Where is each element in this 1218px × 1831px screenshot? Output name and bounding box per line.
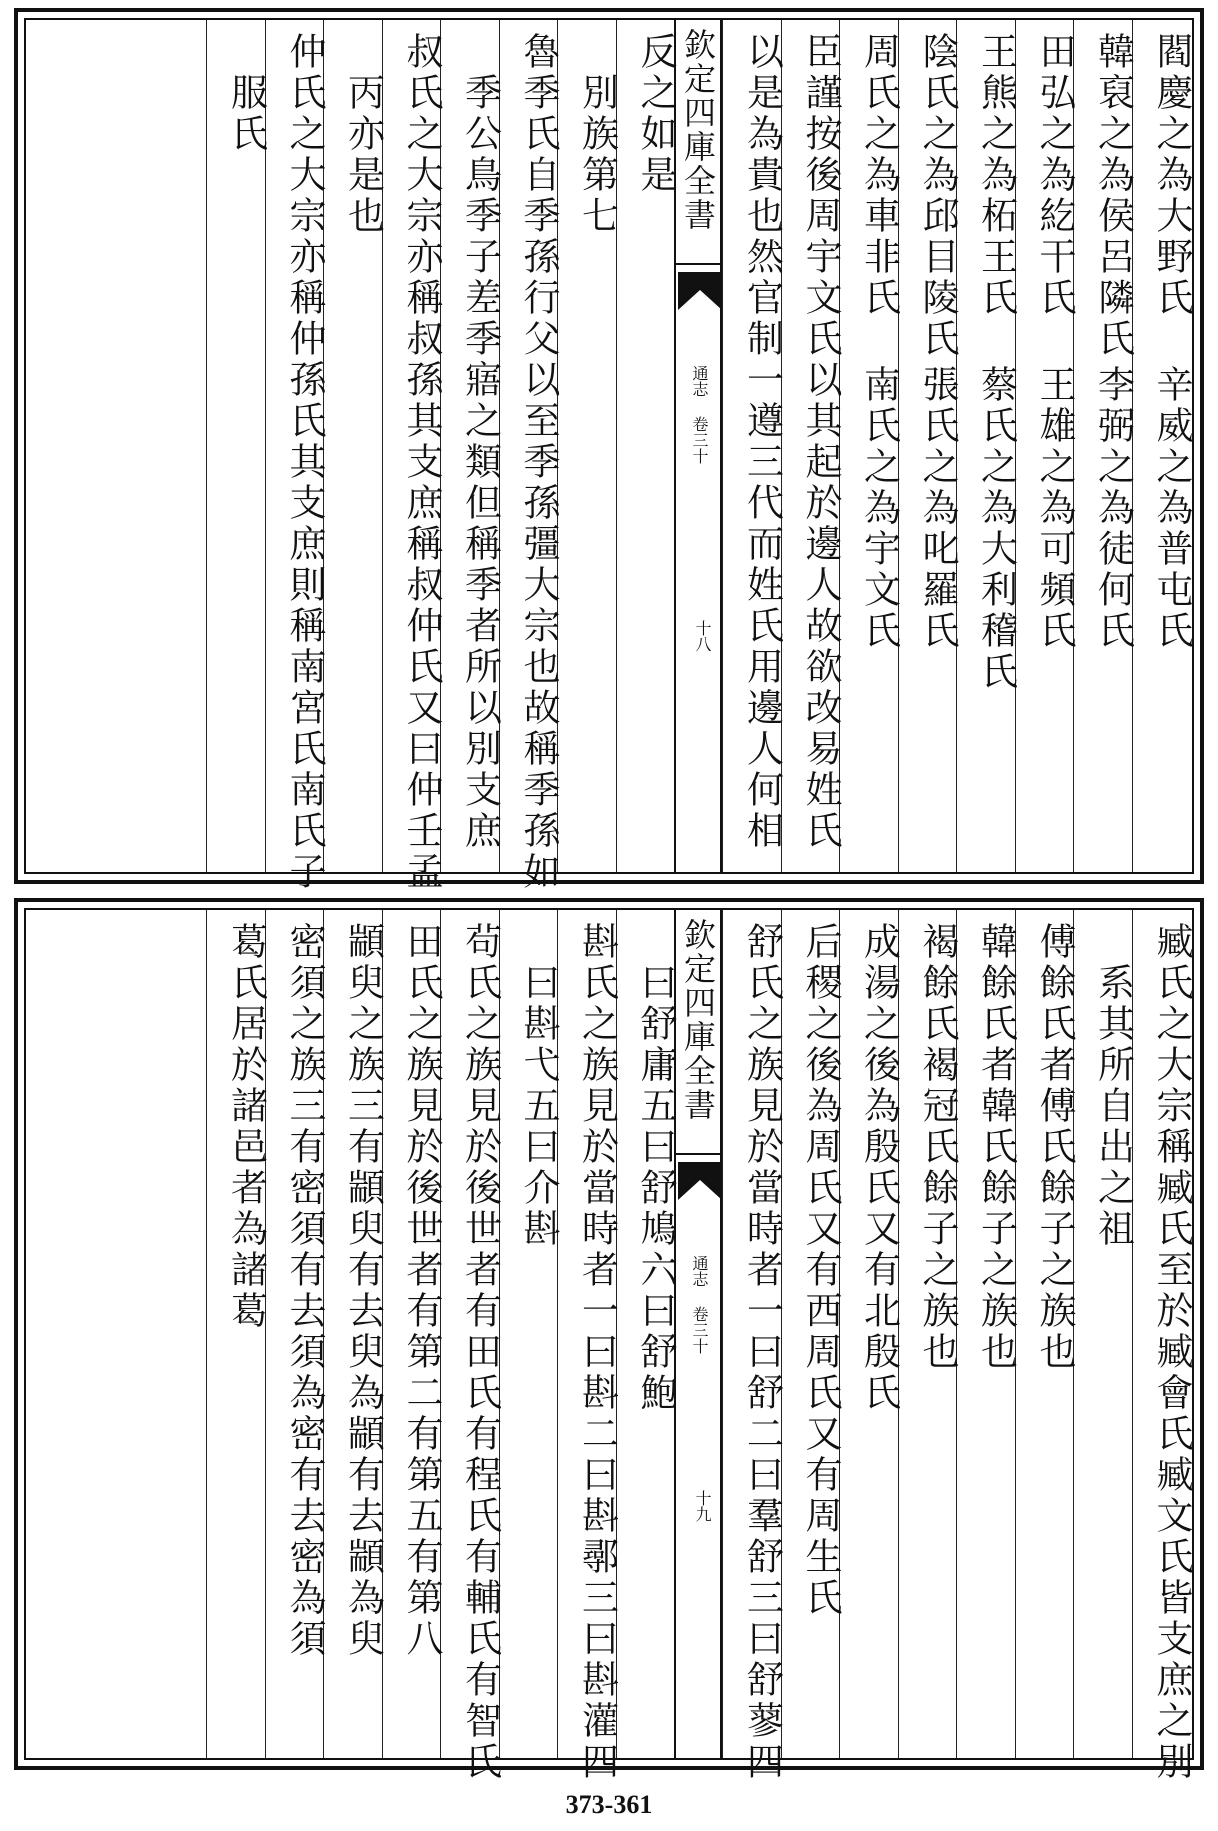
column-text: 顓臾之族三有顓臾有去臾為顓有去顓為臾 bbox=[341, 922, 385, 1660]
text-column bbox=[616, 910, 675, 1758]
column-text: 后稷之後為周氏又有西周氏又有周生氏 bbox=[799, 922, 842, 1619]
column-text: 叔氏之大宗亦稱叔孫其支庶稱叔仲氏又曰仲壬孟 bbox=[400, 32, 443, 893]
text-column bbox=[1073, 910, 1135, 1758]
column-text: 曰斟弋五曰介斟 bbox=[517, 922, 560, 1250]
column-text: 成湯之後為殷氏又有北殷氏 bbox=[857, 922, 901, 1414]
column-text: 別族第七 bbox=[575, 32, 619, 237]
text-column bbox=[781, 910, 840, 1758]
fishtail-mark-icon bbox=[678, 1162, 722, 1200]
leaf-number: 十九 bbox=[693, 1490, 712, 1522]
column-text: 臣謹按後周宇文氏以其起於邊人故欲改易姓氏 bbox=[799, 32, 842, 852]
volume-label: 通志 卷三十 bbox=[690, 365, 709, 464]
text-column bbox=[323, 910, 385, 1758]
column-text-lower: 張氏之為叱羅氏 bbox=[916, 365, 959, 652]
column-text: 茍氏之族見於後世者有田氏有程氏有輔氏有智氏 bbox=[458, 922, 502, 1783]
column-text: 韓餘氏者韓氏餘子之族也 bbox=[974, 922, 1018, 1373]
center-fold-column bbox=[674, 20, 722, 872]
column-text-lower: 南氏之為宇文氏 bbox=[857, 365, 901, 652]
column-text: 葛氏居於諸邑者為諸葛 bbox=[224, 922, 268, 1332]
book-title: 欽定四庫全書 bbox=[676, 918, 720, 1155]
column-text: 褐餘氏褐冠氏餘子之族也 bbox=[916, 922, 959, 1373]
top-page bbox=[14, 8, 1204, 893]
page-number-footer: 373-361 bbox=[565, 1790, 653, 1819]
text-column bbox=[616, 20, 675, 872]
column-text-lower: 蔡氏之為大利稽氏 bbox=[974, 365, 1018, 693]
text-column bbox=[499, 910, 558, 1758]
text-column bbox=[1132, 910, 1193, 1783]
column-text: 曰舒庸五曰舒鳩六曰舒鮑 bbox=[634, 922, 677, 1414]
column-text: 王熊之為柘王氏 bbox=[974, 32, 1018, 319]
text-column bbox=[382, 910, 441, 1758]
text-column bbox=[382, 20, 443, 893]
column-text: 斟氏之族見於當時者一曰斟二曰斟鄩三曰斟灌四 bbox=[575, 922, 619, 1783]
column-text: 臧氏之大宗稱臧氏至於臧會氏臧文氏皆支庶之別 bbox=[1150, 922, 1193, 1783]
text-column bbox=[499, 20, 560, 893]
column-text: 丙亦是也 bbox=[341, 32, 385, 237]
column-text: 季公鳥季子差季寤之類但稱季者所以別支庶 bbox=[458, 32, 502, 852]
top-page-frame bbox=[24, 18, 1194, 893]
text-column bbox=[956, 20, 1018, 872]
column-text: 仲氏之大宗亦稱仲孫氏其支庶則稱南宮氏南氏子 bbox=[283, 32, 326, 893]
text-column bbox=[898, 910, 957, 1758]
text-column bbox=[1015, 20, 1074, 872]
column-text: 密須之族三有密須有去須為密有去密為須 bbox=[283, 922, 326, 1660]
column-text: 魯季氏自季孫行父以至季孫彊大宗也故稱季孫如 bbox=[517, 32, 560, 893]
text-column bbox=[1073, 20, 1135, 872]
text-column bbox=[323, 20, 385, 872]
column-text: 系其所自出之祖 bbox=[1091, 922, 1135, 1250]
column-text: 閻慶之為大野氏 bbox=[1150, 32, 1193, 319]
fishtail-mark-icon bbox=[678, 272, 722, 310]
text-column bbox=[722, 20, 784, 872]
column-text: 傅餘氏者傅氏餘子之族也 bbox=[1033, 922, 1076, 1373]
text-column bbox=[265, 20, 326, 893]
column-text: 以是為貴也然官制一遵三代而姓氏用邊人何相 bbox=[740, 32, 784, 852]
text-column bbox=[440, 20, 502, 872]
column-text-lower: 李弼之為徒何氏 bbox=[1091, 365, 1135, 652]
text-column bbox=[206, 910, 268, 1758]
book-title: 欽定四庫全書 bbox=[676, 28, 720, 265]
text-column bbox=[781, 20, 840, 872]
column-text: 服氏 bbox=[224, 32, 268, 155]
text-column bbox=[206, 20, 268, 872]
text-column bbox=[839, 910, 901, 1758]
text-column bbox=[839, 20, 901, 872]
column-text: 田弘之為紇干氏 bbox=[1033, 32, 1076, 319]
bottom-page-frame bbox=[24, 908, 1194, 1783]
text-column bbox=[1015, 910, 1074, 1758]
column-text: 田氏之族見於後世者有第二有第五有第八 bbox=[400, 922, 443, 1660]
column-text: 反之如是 bbox=[634, 32, 677, 196]
text-column bbox=[265, 910, 324, 1758]
text-column bbox=[1132, 20, 1191, 872]
text-column bbox=[557, 20, 619, 872]
text-column bbox=[956, 910, 1018, 1758]
column-text: 陰氏之為邱目陵氏 bbox=[916, 32, 959, 360]
volume-label: 通志 卷三十 bbox=[690, 1255, 709, 1354]
column-text: 周氏之為車非氏 bbox=[857, 32, 901, 319]
text-column bbox=[557, 910, 619, 1783]
text-column bbox=[440, 910, 502, 1783]
leaf-number: 十八 bbox=[693, 620, 712, 652]
column-text: 舒氏之族見於當時者一曰舒二曰羣舒三曰舒蓼四 bbox=[740, 922, 784, 1783]
center-fold-column bbox=[674, 910, 722, 1758]
column-text: 韓裒之為侯呂隣氏 bbox=[1091, 32, 1135, 360]
bottom-page bbox=[14, 898, 1204, 1783]
text-column bbox=[722, 910, 784, 1783]
column-text-lower: 辛威之為普屯氏 bbox=[1150, 365, 1193, 652]
text-column bbox=[898, 20, 957, 872]
column-text-lower: 王雄之為可頻氏 bbox=[1033, 365, 1076, 652]
